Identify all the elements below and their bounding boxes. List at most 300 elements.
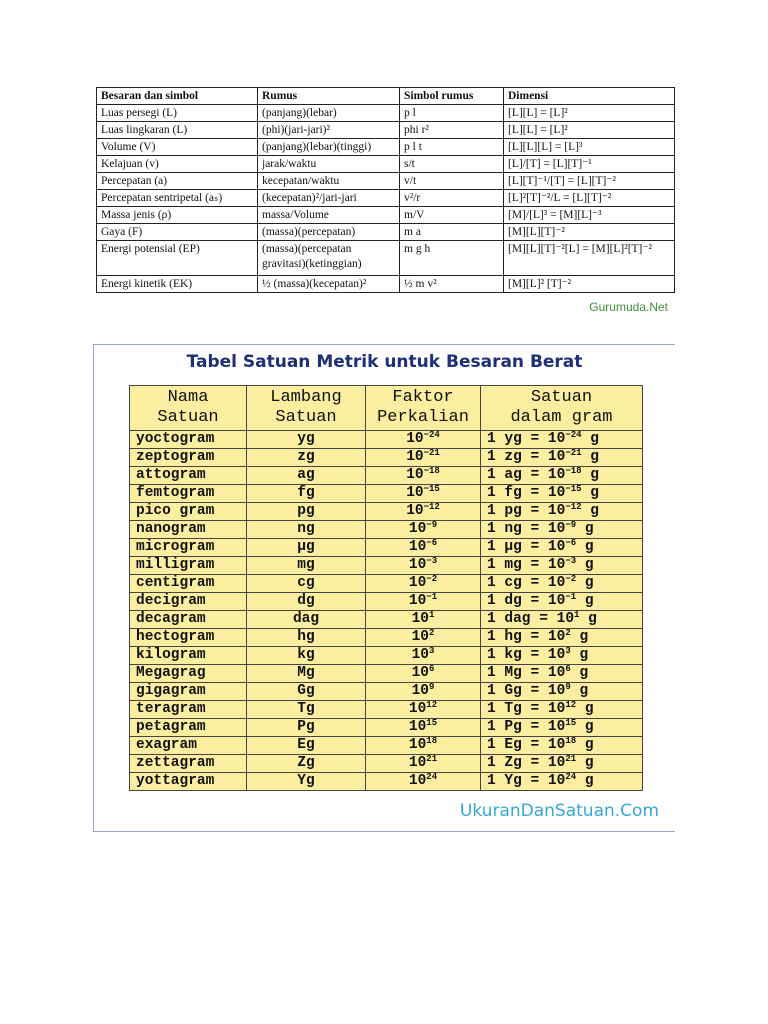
gurumuda-credit: Gurumuda.Net <box>589 300 668 314</box>
eq-one: 1 <box>487 431 496 447</box>
cell-dimensi: [L][T]⁻¹/[T] = [L][T]⁻² <box>504 173 675 190</box>
cell-besaran: Percepatan (a) <box>97 173 258 190</box>
eq-unit: g <box>590 449 599 465</box>
factor-base: 10 <box>408 557 427 573</box>
cell-rumus: (massa)(percepatan) <box>258 224 400 241</box>
factor-exponent: 12 <box>426 700 438 710</box>
eq-symbol: Tg <box>504 701 522 717</box>
eq-one: 1 <box>487 773 496 789</box>
cell-dalam-gram: 1 $Yg = 10^{24}$ g <box>481 773 643 791</box>
eq-base: 10 <box>547 521 566 537</box>
cell-faktor <box>366 611 481 629</box>
eq-base: 10 <box>547 431 566 447</box>
weight-table-row <box>130 557 643 575</box>
cell-lambang: ng <box>247 521 366 539</box>
cell-besaran: Massa jenis (ρ) <box>97 207 258 224</box>
dimension-table-row <box>97 156 675 173</box>
cell-nama: decigram <box>130 593 247 611</box>
eq-unit: g <box>590 431 599 447</box>
cell-dalam-gram: 1 ng = $10^{-9}$ g <box>481 521 643 539</box>
cell-lambang: μg <box>247 539 366 557</box>
eq-symbol: kg <box>504 647 522 663</box>
dimension-table-header <box>97 88 675 105</box>
factor-base: 10 <box>408 719 427 735</box>
eq-one: 1 <box>487 665 496 681</box>
cell-besaran: Energi kinetik (EK) <box>97 276 258 293</box>
weight-units-table <box>129 385 643 791</box>
weight-table-row <box>130 611 643 629</box>
eq-unit: g <box>584 719 594 735</box>
factor-exponent: −18 <box>423 466 440 476</box>
eq-symbol: yg <box>504 431 522 447</box>
eq-exponent: 2 <box>565 628 571 638</box>
eq-exponent: −3 <box>565 556 577 566</box>
factor-base: 10 <box>408 593 427 609</box>
cell-faktor <box>366 755 481 773</box>
cell-dalam-gram: 1 dg = $10^{-1}$ g <box>481 593 643 611</box>
cell-nama: femtogram <box>130 485 247 503</box>
eq-unit: g <box>584 593 594 609</box>
weight-table-row <box>130 431 643 449</box>
cell-besaran: Kelajuan (v) <box>97 156 258 173</box>
eq-unit: g <box>584 701 594 717</box>
cell-lambang: Pg <box>247 719 366 737</box>
cell-lambang: Mg <box>247 665 366 683</box>
eq-one: 1 <box>487 755 496 771</box>
cell-simbol: v/t <box>400 173 504 190</box>
cell-dalam-gram: 1 $Eg = 10^{18}$ g <box>481 737 643 755</box>
cell-nama: nanogram <box>130 521 247 539</box>
cell-nama: zettagram <box>130 755 247 773</box>
eq-one: 1 <box>487 719 496 735</box>
cell-faktor <box>366 467 481 485</box>
cell-lambang: pg <box>247 503 366 521</box>
eq-symbol: Pg <box>504 719 522 735</box>
eq-symbol: zg <box>504 449 522 465</box>
eq-exponent: 9 <box>565 682 571 692</box>
eq-symbol: hg <box>504 629 522 645</box>
cell-rumus: (massa)(percepatan gravitasi)(ketinggian) <box>258 241 400 276</box>
eq-base: 10 <box>547 503 566 519</box>
eq-symbol: μg <box>504 539 522 555</box>
eq-one: 1 <box>487 467 496 483</box>
factor-exponent: −12 <box>423 502 440 512</box>
eq-base: 10 <box>547 647 566 663</box>
cell-faktor <box>366 647 481 665</box>
cell-faktor <box>366 485 481 503</box>
factor-exponent: 21 <box>426 754 438 764</box>
cell-besaran: Percepatan sentripetal (aₛ) <box>97 190 258 207</box>
cell-dalam-gram: 1 kg = $10^3$ g <box>481 647 643 665</box>
cell-faktor <box>366 503 481 521</box>
weight-table-row <box>130 647 643 665</box>
eq-one: 1 <box>487 521 496 537</box>
cell-simbol: p l <box>400 105 504 122</box>
eq-base: 10 <box>547 593 566 609</box>
factor-exponent: −3 <box>426 556 438 566</box>
cell-lambang: dag <box>247 611 366 629</box>
cell-besaran: Luas lingkaran (L) <box>97 122 258 139</box>
cell-faktor <box>366 665 481 683</box>
cell-faktor <box>366 683 481 701</box>
eq-base: 10 <box>547 485 566 501</box>
cell-lambang: mg <box>247 557 366 575</box>
cell-faktor <box>366 539 481 557</box>
cell-dalam-gram: 1 mg = $10^{-3}$ g <box>481 557 643 575</box>
factor-base: 10 <box>411 665 429 681</box>
eq-symbol: Yg <box>504 773 522 789</box>
eq-unit: g <box>584 521 594 537</box>
weight-table-title: Tabel Satuan Metrik untuk Besaran Berat <box>186 352 583 372</box>
cell-dalam-gram: 1 $Gg = 10^9$ g <box>481 683 643 701</box>
eq-base: 10 <box>547 755 566 771</box>
header-faktor-perkalian: Faktor Perkalian <box>366 386 481 431</box>
cell-simbol: m g h <box>400 241 504 276</box>
cell-nama: centigram <box>130 575 247 593</box>
factor-base: 10 <box>408 773 427 789</box>
weight-table-row <box>130 701 643 719</box>
dimension-table-row <box>97 224 675 241</box>
cell-nama: milligram <box>130 557 247 575</box>
eq-symbol: dag <box>504 611 531 627</box>
cell-rumus: (phi)(jari-jari)² <box>258 122 400 139</box>
cell-nama: gigagram <box>130 683 247 701</box>
factor-base: 10 <box>406 431 424 447</box>
dimension-table-row <box>97 122 675 139</box>
eq-base: 10 <box>547 539 566 555</box>
weight-table-row <box>130 719 643 737</box>
cell-faktor <box>366 557 481 575</box>
cell-nama: microgram <box>130 539 247 557</box>
eq-base: 10 <box>547 665 566 681</box>
factor-base: 10 <box>411 611 429 627</box>
cell-simbol: phi r² <box>400 122 504 139</box>
factor-base: 10 <box>406 485 424 501</box>
cell-dalam-gram: 1 $Mg = 10^6$ g <box>481 665 643 683</box>
cell-faktor <box>366 431 481 449</box>
cell-simbol: p l t <box>400 139 504 156</box>
factor-exponent: −24 <box>423 430 440 440</box>
factor-exponent: −9 <box>426 520 438 530</box>
eq-symbol: Mg <box>504 665 522 681</box>
factor-base: 10 <box>411 683 429 699</box>
eq-exponent: −2 <box>565 574 577 584</box>
eq-exponent: 21 <box>565 754 577 764</box>
cell-nama: pico gram <box>130 503 247 521</box>
cell-dalam-gram: 1 $Pg = 10^{15}$ g <box>481 719 643 737</box>
eq-exponent: −15 <box>565 484 582 494</box>
eq-exponent: −1 <box>565 592 577 602</box>
eq-exponent: 12 <box>565 700 577 710</box>
eq-base: 10 <box>547 737 566 753</box>
cell-lambang: Tg <box>247 701 366 719</box>
eq-one: 1 <box>487 593 496 609</box>
eq-one: 1 <box>487 737 496 753</box>
factor-base: 10 <box>408 701 427 717</box>
cell-rumus: massa/Volume <box>258 207 400 224</box>
cell-dimensi: [L]/[T] = [L][T]⁻¹ <box>504 156 675 173</box>
eq-unit: g <box>579 629 589 645</box>
eq-one: 1 <box>487 503 496 519</box>
cell-besaran: Energi potensial (EP) <box>97 241 258 276</box>
cell-dimensi: [M][L][T]⁻² <box>504 224 675 241</box>
weight-table-row <box>130 521 643 539</box>
cell-dalam-gram: 1 pg = $10^{-12}$ g <box>481 503 643 521</box>
eq-one: 1 <box>487 539 496 555</box>
dimension-table <box>96 87 675 293</box>
cell-lambang: Eg <box>247 737 366 755</box>
eq-symbol: dg <box>504 593 522 609</box>
eq-one: 1 <box>487 647 496 663</box>
cell-dimensi: [L][L] = [L]² <box>504 122 675 139</box>
eq-exponent: −21 <box>565 448 582 458</box>
weight-table-row <box>130 485 643 503</box>
eq-unit: g <box>590 485 599 501</box>
weight-units-panel <box>93 344 675 832</box>
eq-base: 10 <box>547 683 566 699</box>
cell-faktor <box>366 701 481 719</box>
cell-simbol: ½ m v² <box>400 276 504 293</box>
eq-exponent: −18 <box>565 466 582 476</box>
eq-symbol: Zg <box>504 755 522 771</box>
header-lambang-satuan: Lambang Satuan <box>247 386 366 431</box>
eq-base: 10 <box>547 719 566 735</box>
factor-base: 10 <box>406 449 424 465</box>
cell-faktor <box>366 737 481 755</box>
cell-simbol: m/V <box>400 207 504 224</box>
cell-rumus: ½ (massa)(kecepatan)² <box>258 276 400 293</box>
factor-exponent: −15 <box>423 484 440 494</box>
cell-dalam-gram: 1 dag = $10^1$ g <box>481 611 643 629</box>
dimension-table-section <box>96 87 674 314</box>
cell-nama: attogram <box>130 467 247 485</box>
cell-simbol: s/t <box>400 156 504 173</box>
cell-rumus: (panjang)(lebar) <box>258 105 400 122</box>
eq-unit: g <box>579 665 589 681</box>
eq-one: 1 <box>487 575 496 591</box>
eq-exponent: 1 <box>574 610 580 620</box>
factor-exponent: 2 <box>429 628 435 638</box>
factor-exponent: −1 <box>426 592 438 602</box>
eq-one: 1 <box>487 701 496 717</box>
eq-exponent: −24 <box>565 430 582 440</box>
eq-base: 10 <box>547 449 566 465</box>
eq-symbol: mg <box>504 557 522 573</box>
cell-faktor <box>366 593 481 611</box>
cell-lambang: yg <box>247 431 366 449</box>
factor-base: 10 <box>411 629 429 645</box>
cell-dimensi: [L][L] = [L]² <box>504 105 675 122</box>
cell-dimensi: [M][L]² [T]⁻² <box>504 276 675 293</box>
weight-table-row <box>130 467 643 485</box>
dimension-table-row <box>97 139 675 156</box>
eq-symbol: Gg <box>504 683 522 699</box>
cell-faktor <box>366 449 481 467</box>
factor-base: 10 <box>408 737 427 753</box>
cell-besaran: Gaya (F) <box>97 224 258 241</box>
cell-lambang: cg <box>247 575 366 593</box>
cell-lambang: dg <box>247 593 366 611</box>
cell-dalam-gram: 1 fg = $10^{-15}$ g <box>481 485 643 503</box>
factor-exponent: 15 <box>426 718 438 728</box>
cell-rumus: jarak/waktu <box>258 156 400 173</box>
eq-exponent: 3 <box>565 646 571 656</box>
cell-dalam-gram: 1 hg = $10^2$ g <box>481 629 643 647</box>
eq-exponent: −6 <box>565 538 577 548</box>
weight-table-row <box>130 575 643 593</box>
factor-base: 10 <box>408 755 427 771</box>
eq-unit: g <box>579 647 589 663</box>
eq-one: 1 <box>487 485 496 501</box>
cell-dalam-gram: 1 yg = $10^{-24}$ g <box>481 431 643 449</box>
eq-exponent: 18 <box>565 736 577 746</box>
dimension-table-row <box>97 105 675 122</box>
eq-unit: g <box>579 683 589 699</box>
weight-table-row <box>130 683 643 701</box>
cell-faktor <box>366 521 481 539</box>
dimension-table-row <box>97 276 675 293</box>
eq-symbol: ag <box>504 467 522 483</box>
eq-base: 10 <box>547 557 566 573</box>
cell-nama: petagram <box>130 719 247 737</box>
factor-exponent: −6 <box>426 538 438 548</box>
eq-one: 1 <box>487 629 496 645</box>
cell-lambang: kg <box>247 647 366 665</box>
factor-exponent: 3 <box>429 646 435 656</box>
factor-base: 10 <box>406 503 424 519</box>
eq-exponent: −12 <box>565 502 582 512</box>
eq-unit: g <box>584 557 594 573</box>
eq-symbol: pg <box>504 503 522 519</box>
cell-nama: kilogram <box>130 647 247 665</box>
eq-one: 1 <box>487 449 496 465</box>
header-rumus: Rumus <box>258 88 400 105</box>
eq-symbol: ng <box>504 521 522 537</box>
header-nama-satuan: Nama Satuan <box>130 386 247 431</box>
eq-base: 10 <box>547 701 566 717</box>
dimension-table-row <box>97 241 675 276</box>
cell-faktor <box>366 773 481 791</box>
dimension-table-row <box>97 173 675 190</box>
header-simbol: Simbol rumus <box>400 88 504 105</box>
weight-table-row <box>130 755 643 773</box>
cell-nama: zeptogram <box>130 449 247 467</box>
cell-faktor <box>366 629 481 647</box>
eq-unit: g <box>590 467 599 483</box>
factor-exponent: −2 <box>426 574 438 584</box>
cell-lambang: Gg <box>247 683 366 701</box>
eq-unit: g <box>584 539 594 555</box>
header-besaran: Besaran dan simbol <box>97 88 258 105</box>
factor-base: 10 <box>408 539 427 555</box>
cell-dalam-gram: 1 $Zg = 10^{21}$ g <box>481 755 643 773</box>
cell-rumus: kecepatan/waktu <box>258 173 400 190</box>
eq-symbol: cg <box>504 575 522 591</box>
weight-table-row <box>130 449 643 467</box>
cell-lambang: ag <box>247 467 366 485</box>
weight-table-row <box>130 593 643 611</box>
cell-dalam-gram: 1 cg = $10^{-2}$ g <box>481 575 643 593</box>
factor-exponent: 9 <box>429 682 435 692</box>
ukurandansatuan-credit: UkuranDanSatuan.Com <box>459 801 659 821</box>
weight-table-row <box>130 665 643 683</box>
eq-base: 10 <box>556 611 575 627</box>
cell-nama: hectogram <box>130 629 247 647</box>
cell-simbol: m a <box>400 224 504 241</box>
eq-one: 1 <box>487 611 496 627</box>
eq-unit: g <box>590 503 599 519</box>
eq-unit: g <box>588 611 597 627</box>
cell-faktor <box>366 719 481 737</box>
cell-simbol: v²/r <box>400 190 504 207</box>
eq-base: 10 <box>547 467 566 483</box>
eq-exponent: 24 <box>565 772 577 782</box>
factor-exponent: −21 <box>423 448 440 458</box>
eq-unit: g <box>584 773 594 789</box>
factor-base: 10 <box>408 521 427 537</box>
eq-one: 1 <box>487 557 496 573</box>
eq-base: 10 <box>547 773 566 789</box>
factor-base: 10 <box>408 575 427 591</box>
cell-rumus: (panjang)(lebar)(tinggi) <box>258 139 400 156</box>
cell-lambang: zg <box>247 449 366 467</box>
weight-table-row <box>130 503 643 521</box>
weight-table-header <box>130 386 643 431</box>
factor-exponent: 18 <box>426 736 438 746</box>
eq-base: 10 <box>547 629 566 645</box>
eq-unit: g <box>584 755 594 771</box>
factor-exponent: 24 <box>426 772 438 782</box>
cell-lambang: Yg <box>247 773 366 791</box>
eq-symbol: Eg <box>504 737 522 753</box>
cell-besaran: Volume (V) <box>97 139 258 156</box>
cell-faktor <box>366 575 481 593</box>
eq-exponent: −9 <box>565 520 577 530</box>
factor-base: 10 <box>406 467 424 483</box>
cell-rumus: (kecepatan)²/jari-jari <box>258 190 400 207</box>
cell-dimensi: [L]²[T]⁻²/L = [L][T]⁻² <box>504 190 675 207</box>
cell-dalam-gram: 1 ag = $10^{-18}$ g <box>481 467 643 485</box>
cell-dimensi: [M][L][T]⁻²[L] = [M][L]²[T]⁻² <box>504 241 675 276</box>
cell-nama: exagram <box>130 737 247 755</box>
cell-nama: Megagrag <box>130 665 247 683</box>
cell-nama: yottagram <box>130 773 247 791</box>
eq-unit: g <box>584 737 594 753</box>
eq-base: 10 <box>547 575 566 591</box>
factor-exponent: 1 <box>429 610 435 620</box>
eq-one: 1 <box>487 683 496 699</box>
weight-table-row <box>130 629 643 647</box>
dimension-table-row <box>97 190 675 207</box>
cell-lambang: fg <box>247 485 366 503</box>
eq-unit: g <box>584 575 594 591</box>
eq-symbol: fg <box>504 485 522 501</box>
cell-nama: teragram <box>130 701 247 719</box>
weight-table-row <box>130 773 643 791</box>
header-satuan-dalam-gram: Satuan dalam gram <box>481 386 643 431</box>
cell-lambang: hg <box>247 629 366 647</box>
eq-exponent: 6 <box>565 664 571 674</box>
factor-exponent: 6 <box>429 664 435 674</box>
weight-table-row <box>130 737 643 755</box>
header-dimensi: Dimensi <box>504 88 675 105</box>
cell-nama: decagram <box>130 611 247 629</box>
weight-table-row <box>130 539 643 557</box>
dimension-table-row <box>97 207 675 224</box>
factor-base: 10 <box>411 647 429 663</box>
cell-dalam-gram: 1 zg = $10^{-21}$ g <box>481 449 643 467</box>
cell-dalam-gram: 1 $\mu g = 10^{-6}$ g <box>481 539 643 557</box>
